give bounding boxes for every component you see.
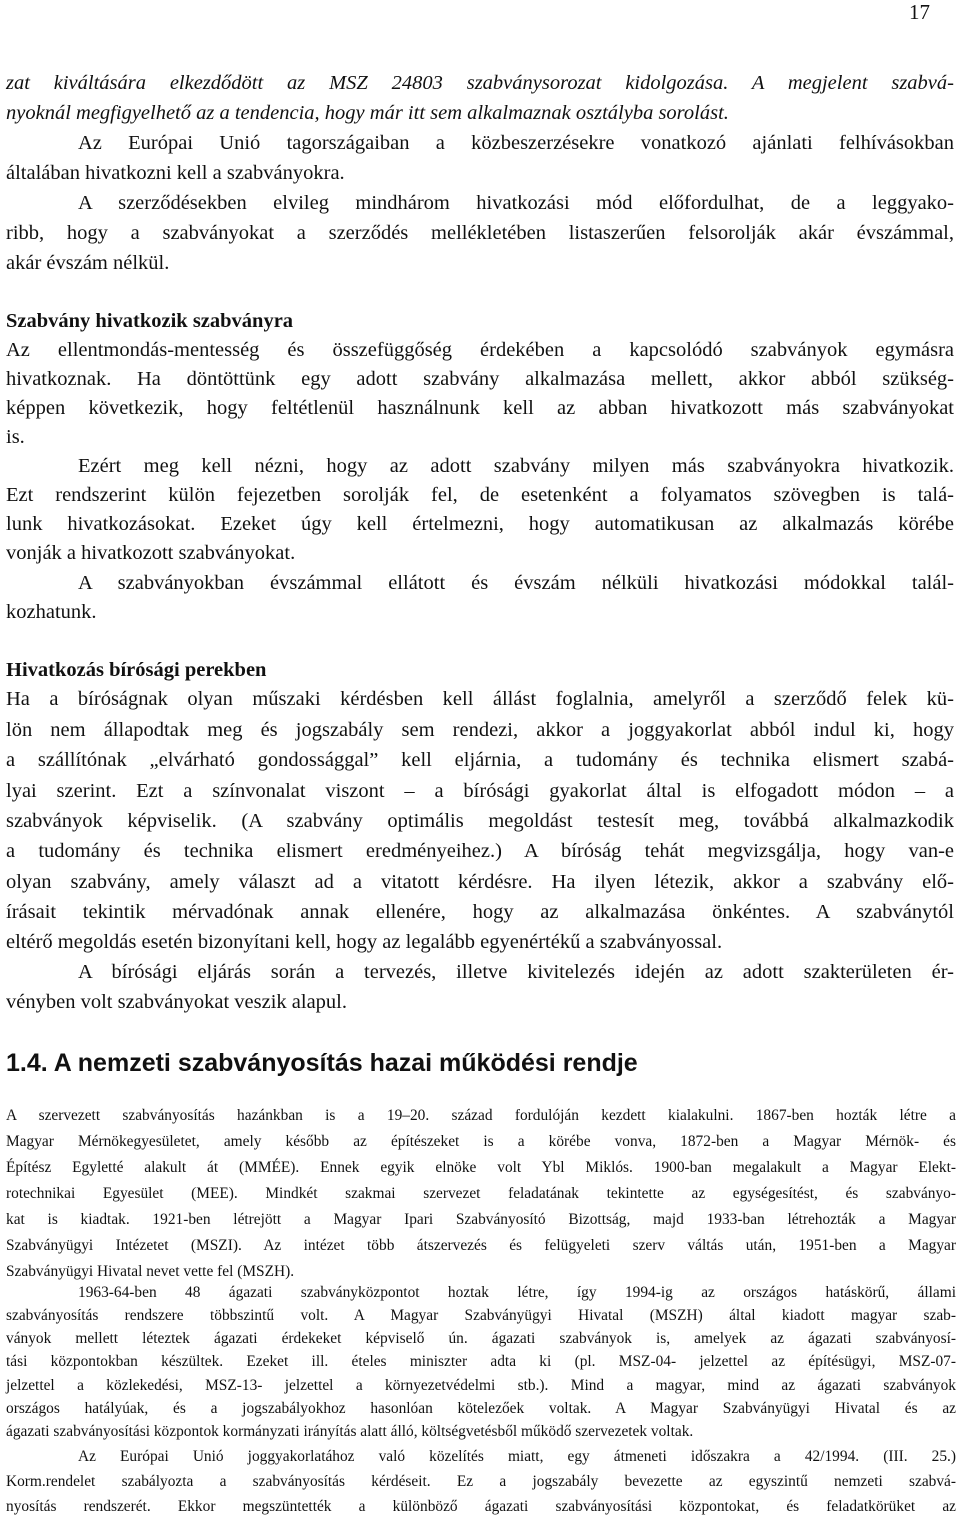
paragraph-line: a tudomány és technika elismert eredményeihez.) A bíróság tehát megvizsgálja, hogy van-e: [6, 840, 954, 862]
intro-line: nyoknál megfigyelhető az a tendencia, hogy már itt sem alkalmaznak osztályba sorolást.: [6, 102, 729, 124]
body-line: A szervezett szabványosítás hazánkban is a 19–20. század fordulóján kezdett kialakulni. 1867-ben hozták létre a: [6, 1107, 956, 1124]
paragraph-line: Ezt rendszerint külön fejezetben sorolják fel, de esetenként a folyamatos szövegben is talá-: [6, 484, 954, 506]
intro-line: A szerződésekben elvileg mindhárom hivatkozási mód előfordulhat, de a leggyako-: [78, 192, 954, 214]
body-line: Korm.rendelet szabályozta a szabványosítás kérdéseit. Ez a jogszabály bevezette az egyszintű nemzeti szabvá-: [6, 1473, 956, 1490]
paragraph-line: olyan szabvány, amely választ ad a vitatott kérdésre. Ha ilyen létezik, akkor a szabvány elő-: [6, 871, 954, 893]
body-line: kat is kiadtak. 1921-ben létrejött a Magyar Ipari Szabványosító Bizottság, majd 1933-ban létrehozták a Magyar: [6, 1211, 956, 1228]
body-line: ványok mellett léteztek ágazati érdekeket képviselő ún. ágazati szabványok is, amelyek az ágazati szabványosí-: [6, 1330, 956, 1347]
intro-line: általában hivatkozni kell a szabványokra.: [6, 162, 345, 184]
paragraph-line: A bírósági eljárás során a tervezés, illetve kivitelezés idején az adott szakterületen ér-: [78, 961, 954, 983]
paragraph-line: Az ellentmondás-mentesség és összefüggőség érdekében a kapcsolódó szabványok egymásra: [6, 339, 954, 361]
body-line: Szabványügyi Intézetet (MSZI). Az intézet több átszervezés és felügyeleti szerv váltás után, 1951-ben a Magyar: [6, 1237, 956, 1254]
intro-line: Az Európai Unió tagországaiban a közbeszerzésekre vonatkozó ajánlati felhívásokban: [78, 132, 954, 154]
body-line: jelzettel a közlekedési, MSZ-13- jelzettel a környezetvédelmi stb.). Mind a magyar, mind az ágazati szabványok: [6, 1377, 956, 1394]
paragraph-line: Ezért meg kell nézni, hogy az adott szabvány milyen más szabványokra hivatkozik.: [78, 455, 954, 477]
paragraph-line: vonják a hivatkozott szabványokat.: [6, 542, 296, 564]
section-heading-refs: Szabvány hivatkozik szabványra: [6, 310, 294, 332]
body-line: Építész Egyletté alakult át (MMÉE). Ennek egyik elnöke volt Ybl Miklós. 1900-ban megalakult a Magyar Elekt-: [6, 1159, 956, 1176]
paragraph-line: is.: [6, 426, 25, 448]
body-line: nyosítás rendszerét. Ekkor megszüntették a különböző ágazati szabványosítási központokat, és feladatkörüket az: [6, 1498, 956, 1515]
body-line: 1963-64-ben 48 ágazati szabványközpontot hoztak létre, így 1994-ig az országos hatáskörű, állami: [78, 1284, 956, 1301]
paragraph-line: hivatkoznak. Ha döntöttünk egy adott szabvány alkalmazása mellett, akkor abból szükség-: [6, 368, 954, 390]
chapter-title: 1.4. A nemzeti szabványosítás hazai működési rendje: [6, 1049, 638, 1077]
paragraph-line: a szállítónak „elvárható gondossággal” kell eljárnia, a tudomány és technika elismert szabá-: [6, 749, 954, 771]
intro-line: akár évszám nélkül.: [6, 252, 170, 274]
paragraph-line: írásait tekintik mérvadónak annak ellenére, hogy az alkalmazása önkéntes. A szabványtól: [6, 901, 954, 923]
paragraph-line: lunk hivatkozásokat. Ezeket úgy kell értelmezni, hogy automatikusan az alkalmazás körébe: [6, 513, 954, 535]
body-line: Magyar Mérnökegyesületet, amely később az építészeket is a körébe vonva, 1872-ben a Magyar Mérnök- és: [6, 1133, 956, 1150]
paragraph-line: vényben volt szabványokat veszik alapul.: [6, 991, 347, 1013]
paragraph-line: szabványok képviselik. (A szabvány optimális megoldást testesít meg, továbbá alkalmazkodik: [6, 810, 954, 832]
paragraph-line: lön nem állapodtak meg és jogszabály sem rendezi, akkor a joggyakorlat abból indul ki, hogy: [6, 719, 954, 741]
body-line: Az Európai Unió joggyakorlatához való közelítés miatt, egy átmeneti időszakra a 42/1994. (III. 25.): [78, 1448, 956, 1465]
paragraph-line: eltérő megoldás esetén bizonyítani kell, hogy az legalább egyenértékű a szabványossal.: [6, 931, 723, 953]
paragraph-line: Ha a bíróságnak olyan műszaki kérdésben kell állást foglalnia, amelyről a szerződő felek kü-: [6, 688, 954, 710]
body-line: szabványosítás rendszere többszintű volt. A Magyar Szabványügyi Hivatal (MSZH) által kiadott magyar szab-: [6, 1307, 956, 1324]
page-number: 17: [909, 0, 930, 24]
paragraph-line: képpen következik, hogy feltétlenül használnunk kell az abban hivatkozott más szabványokat: [6, 397, 954, 419]
body-line: rotechnikai Egyesület (MEE). Mindkét szakmai szervezet feladatának tekintette az egységesítést, és szabványo-: [6, 1185, 956, 1202]
paragraph-line: kozhatunk.: [6, 601, 97, 623]
paragraph-line: lyai szerint. Ezt a színvonalat viszont – a bírósági gyakorlat által is elfogadott módon – a: [6, 780, 954, 802]
body-line: Szabványügyi Hivatal nevet vette fel (MSZH).: [6, 1263, 295, 1280]
body-line: tási központokban készültek. Ezeket ill. ételes miniszter adta ki (pl. MSZ-04- jelzettel az építésügyi, MSZ-07-: [6, 1353, 956, 1370]
section-heading-court: Hivatkozás bírósági perekben: [6, 659, 267, 681]
body-line: ágazati szabványosítási központok kormányzati irányítás alatt álló, költségvetésből működő szervezetek voltak.: [6, 1423, 694, 1440]
intro-line: ribb, hogy a szabványokat a szerződés mellékletében listaszerűen felsorolják akár évszámmal,: [6, 222, 954, 244]
paragraph-line: A szabványokban évszámmal ellátott és évszám nélküli hivatkozási módokkal talál-: [78, 572, 954, 594]
body-line: országos hatályúak, és a jogszabályokhoz hasonlóan kötelezőek voltak. A Magyar Szabványügyi Hivatal és az: [6, 1400, 956, 1417]
intro-line: zat kiváltására elkezdődött az MSZ 24803 szabványsorozat kidolgozása. A megjelent szabvá-: [6, 72, 954, 94]
